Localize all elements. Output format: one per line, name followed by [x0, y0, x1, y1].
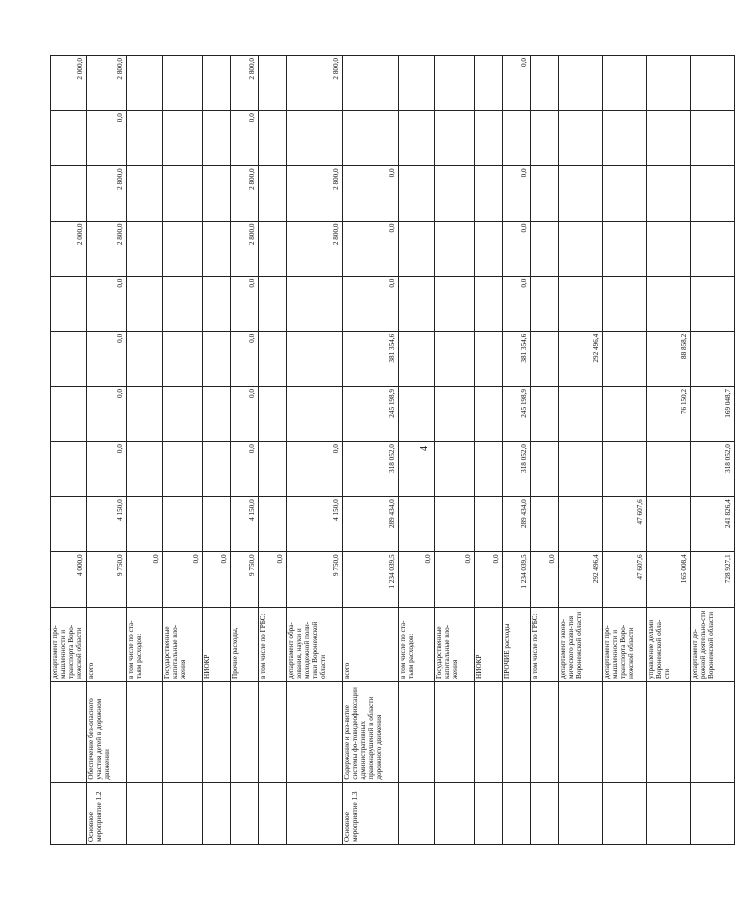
value-cell: [559, 442, 603, 497]
measure-title-cell: [231, 681, 259, 782]
value-cell: 4 150,0: [231, 497, 259, 552]
table-row: [343, 56, 399, 845]
item-cell: Государственные капитальные вло-жения: [435, 607, 475, 681]
value-cell: 0,0: [87, 111, 127, 166]
value-cell: 2 800,0: [87, 56, 127, 111]
value-cell: [559, 111, 603, 166]
value-cell: 4 000,0: [51, 552, 87, 607]
value-cell: 0,0: [231, 331, 259, 386]
value-cell: [531, 166, 559, 221]
value-cell: 292 496,4: [559, 331, 603, 386]
value-cell: 318 052,0: [691, 442, 735, 497]
value-cell: [399, 111, 435, 166]
value-cell: [399, 276, 435, 331]
value-cell: [559, 386, 603, 441]
value-cell: [203, 166, 231, 221]
value-cell: [163, 111, 203, 166]
value-cell: [435, 166, 475, 221]
value-cell: [51, 276, 87, 331]
value-cell: 2 800,0: [287, 221, 343, 276]
value-cell: 0,0: [503, 166, 531, 221]
value-cell: [163, 497, 203, 552]
item-cell: ПРОЧИЕ расходы: [503, 607, 531, 681]
value-cell: [435, 111, 475, 166]
table-row: [475, 56, 503, 845]
value-cell: [647, 221, 691, 276]
value-cell: [647, 276, 691, 331]
value-cell: [647, 497, 691, 552]
table-row: [435, 56, 475, 845]
value-cell: 289 434,0: [503, 497, 531, 552]
value-cell: 0,0: [343, 221, 399, 276]
value-cell: 0,0: [127, 552, 163, 607]
value-cell: [203, 221, 231, 276]
table-row: [203, 56, 231, 845]
value-cell: 0,0: [435, 552, 475, 607]
value-cell: [531, 221, 559, 276]
measure-cell: [691, 782, 735, 844]
value-cell: 169 048,7: [691, 386, 735, 441]
value-cell: [203, 111, 231, 166]
value-cell: [475, 442, 503, 497]
value-cell: 245 198,9: [503, 386, 531, 441]
value-cell: 1 234 039,5: [343, 552, 399, 607]
measure-cell: [475, 782, 503, 844]
value-cell: [435, 386, 475, 441]
value-cell: [475, 111, 503, 166]
value-cell: [51, 331, 87, 386]
rotated-table-wrapper: [50, 55, 733, 845]
value-cell: [559, 276, 603, 331]
item-cell: Государственные капитальные вло-жения: [163, 607, 203, 681]
value-cell: 0,0: [399, 552, 435, 607]
measure-cell: [231, 782, 259, 844]
table-row: [647, 56, 691, 845]
value-cell: [399, 166, 435, 221]
value-cell: [127, 276, 163, 331]
value-cell: [51, 386, 87, 441]
table-row: [163, 56, 203, 845]
value-cell: [51, 442, 87, 497]
value-cell: [691, 221, 735, 276]
value-cell: 0,0: [163, 552, 203, 607]
value-cell: [691, 56, 735, 111]
value-cell: [531, 497, 559, 552]
value-cell: [475, 386, 503, 441]
value-cell: 4 150,0: [287, 497, 343, 552]
value-cell: [603, 386, 647, 441]
value-cell: 2 800,0: [287, 166, 343, 221]
value-cell: [127, 442, 163, 497]
value-cell: [691, 166, 735, 221]
value-cell: 9 750,0: [231, 552, 259, 607]
value-cell: 76 150,2: [647, 386, 691, 441]
table-row: [603, 56, 647, 845]
value-cell: 318 052,0: [343, 442, 399, 497]
value-cell: 47 607,6: [603, 497, 647, 552]
item-cell: департамент про-мышленности и транспорта Воро-нежской области: [603, 607, 647, 681]
value-cell: [203, 386, 231, 441]
measure-title-cell: Обеспечение без-опасного участия детей в дорожном движении: [87, 681, 127, 782]
value-cell: [163, 221, 203, 276]
value-cell: 0,0: [503, 56, 531, 111]
measure-title-cell: [647, 681, 691, 782]
value-cell: [475, 331, 503, 386]
measure-title-cell: [503, 681, 531, 782]
measure-title-cell: [163, 681, 203, 782]
value-cell: [127, 386, 163, 441]
value-cell: [531, 442, 559, 497]
value-cell: [51, 111, 87, 166]
item-cell: департамент эконо-мического разви-тия Воронежской области: [559, 607, 603, 681]
value-cell: 1 234 039,5: [503, 552, 531, 607]
value-cell: [647, 442, 691, 497]
value-cell: [127, 497, 163, 552]
value-cell: [435, 276, 475, 331]
value-cell: 728 927,1: [691, 552, 735, 607]
value-cell: [475, 56, 503, 111]
value-cell: [531, 111, 559, 166]
measure-cell: Основное мероприятие 1.3: [343, 782, 399, 844]
value-cell: 9 750,0: [87, 552, 127, 607]
value-cell: 318 052,0: [503, 442, 531, 497]
value-cell: 0,0: [503, 276, 531, 331]
measure-cell: [259, 782, 287, 844]
value-cell: [163, 331, 203, 386]
table-body: [51, 56, 735, 845]
value-cell: [435, 331, 475, 386]
value-cell: [127, 166, 163, 221]
value-cell: 0,0: [87, 386, 127, 441]
value-cell: 241 826,4: [691, 497, 735, 552]
value-cell: 2 800,0: [287, 56, 343, 111]
value-cell: [435, 56, 475, 111]
value-cell: 165 008,4: [647, 552, 691, 607]
measure-title-cell: [127, 681, 163, 782]
value-cell: 381 354,6: [503, 331, 531, 386]
measure-title-cell: [287, 681, 343, 782]
value-cell: 2 800,0: [231, 166, 259, 221]
measure-cell: [163, 782, 203, 844]
measure-title-cell: Содержание и раз-витие системы фо-товидеофиксации административных правонарушений в области дорожного движения: [343, 681, 399, 782]
value-cell: [531, 56, 559, 111]
item-cell: всего: [87, 607, 127, 681]
value-cell: [531, 276, 559, 331]
measure-title-cell: [399, 681, 435, 782]
value-cell: 2 800,0: [87, 166, 127, 221]
value-cell: [127, 56, 163, 111]
value-cell: [475, 497, 503, 552]
value-cell: 2 000,0: [51, 56, 87, 111]
value-cell: [203, 56, 231, 111]
value-cell: 0,0: [343, 166, 399, 221]
value-cell: [287, 276, 343, 331]
measure-cell: [127, 782, 163, 844]
value-cell: 289 434,0: [343, 497, 399, 552]
value-cell: [603, 221, 647, 276]
value-cell: [435, 497, 475, 552]
measure-title-cell: [559, 681, 603, 782]
measure-cell: [531, 782, 559, 844]
value-cell: 47 607,6: [603, 552, 647, 607]
value-cell: 2 000,0: [51, 221, 87, 276]
value-cell: [287, 111, 343, 166]
value-cell: 381 354,6: [343, 331, 399, 386]
value-cell: [603, 111, 647, 166]
table-row: [87, 56, 127, 845]
item-cell: в том числе по ста-тьям расходов:: [399, 607, 435, 681]
value-cell: 0,0: [231, 111, 259, 166]
table-row: [691, 56, 735, 845]
value-cell: 0,0: [259, 552, 287, 607]
value-cell: [691, 276, 735, 331]
measure-title-cell: [603, 681, 647, 782]
value-cell: [559, 497, 603, 552]
value-cell: 0,0: [231, 442, 259, 497]
value-cell: [259, 331, 287, 386]
value-cell: 2 800,0: [231, 56, 259, 111]
measure-cell: [399, 782, 435, 844]
measure-title-cell: [475, 681, 503, 782]
table-row: [231, 56, 259, 845]
value-cell: 0,0: [87, 331, 127, 386]
value-cell: 0,0: [87, 442, 127, 497]
value-cell: [647, 166, 691, 221]
table-row: [287, 56, 343, 845]
value-cell: [475, 221, 503, 276]
page-number: 4: [419, 446, 430, 451]
value-cell: [259, 221, 287, 276]
value-cell: [203, 497, 231, 552]
item-cell: департамент обра-зования, науки и молодежной поли-тики Воронежской области: [287, 607, 343, 681]
value-cell: 292 496,4: [559, 552, 603, 607]
value-cell: [435, 221, 475, 276]
measure-cell: [287, 782, 343, 844]
value-cell: [603, 331, 647, 386]
value-cell: [163, 442, 203, 497]
value-cell: [203, 331, 231, 386]
value-cell: [603, 166, 647, 221]
value-cell: [559, 56, 603, 111]
value-cell: [163, 276, 203, 331]
value-cell: [647, 56, 691, 111]
value-cell: [259, 166, 287, 221]
value-cell: 0,0: [531, 552, 559, 607]
measure-cell: [647, 782, 691, 844]
value-cell: [259, 56, 287, 111]
item-cell: в том числе по ГРБС:: [259, 607, 287, 681]
measure-cell: [603, 782, 647, 844]
value-cell: [559, 166, 603, 221]
value-cell: 0,0: [287, 442, 343, 497]
item-cell: в том числе по ста-тьям расходов:: [127, 607, 163, 681]
value-cell: [475, 166, 503, 221]
value-cell: [163, 386, 203, 441]
measure-title-cell: [531, 681, 559, 782]
item-cell: всего: [343, 607, 399, 681]
value-cell: 0,0: [231, 386, 259, 441]
expenditure-table: [50, 55, 735, 845]
value-cell: [399, 386, 435, 441]
value-cell: [399, 331, 435, 386]
value-cell: [127, 111, 163, 166]
value-cell: [531, 331, 559, 386]
value-cell: [127, 331, 163, 386]
value-cell: [559, 221, 603, 276]
value-cell: [503, 111, 531, 166]
value-cell: 88 858,2: [647, 331, 691, 386]
measure-title-cell: [51, 681, 87, 782]
value-cell: 2 800,0: [231, 221, 259, 276]
value-cell: [603, 442, 647, 497]
value-cell: [163, 166, 203, 221]
measure-title-cell: [691, 681, 735, 782]
value-cell: [399, 442, 435, 497]
value-cell: [691, 111, 735, 166]
table-row: [127, 56, 163, 845]
value-cell: [287, 331, 343, 386]
value-cell: 0,0: [503, 221, 531, 276]
value-cell: [259, 276, 287, 331]
table-row: [259, 56, 287, 845]
item-cell: НИОКР: [475, 607, 503, 681]
value-cell: 2 800,0: [87, 221, 127, 276]
value-cell: [259, 111, 287, 166]
measure-cell: Основное мероприятие 1.2: [87, 782, 127, 844]
value-cell: [343, 111, 399, 166]
value-cell: [691, 331, 735, 386]
value-cell: [259, 497, 287, 552]
value-cell: [259, 386, 287, 441]
value-cell: [343, 56, 399, 111]
measure-title-cell: [435, 681, 475, 782]
table-row: [51, 56, 87, 845]
item-cell: управление делами Воронежской обла-сти: [647, 607, 691, 681]
value-cell: 4 150,0: [87, 497, 127, 552]
value-cell: 0,0: [87, 276, 127, 331]
value-cell: 9 750,0: [287, 552, 343, 607]
value-cell: 0,0: [231, 276, 259, 331]
item-cell: департамент про-мышленности и транспорта Воро-нежской области: [51, 607, 87, 681]
measure-cell: [559, 782, 603, 844]
table-row: [559, 56, 603, 845]
value-cell: [203, 276, 231, 331]
value-cell: [475, 276, 503, 331]
value-cell: [399, 56, 435, 111]
value-cell: [531, 386, 559, 441]
value-cell: [399, 221, 435, 276]
item-cell: департамент до-рожной деятельно-сти Воронежской области: [691, 607, 735, 681]
value-cell: 0,0: [203, 552, 231, 607]
measure-cell: [503, 782, 531, 844]
item-cell: Прочие расходы,: [231, 607, 259, 681]
table-row: [399, 56, 435, 845]
measure-title-cell: [203, 681, 231, 782]
table-row: [531, 56, 559, 845]
value-cell: 245 198,9: [343, 386, 399, 441]
value-cell: [603, 276, 647, 331]
item-cell: в том числе по ГРБС:: [531, 607, 559, 681]
value-cell: [603, 56, 647, 111]
value-cell: [287, 386, 343, 441]
value-cell: [51, 497, 87, 552]
measure-cell: [435, 782, 475, 844]
value-cell: [127, 221, 163, 276]
measure-cell: [51, 782, 87, 844]
value-cell: [259, 442, 287, 497]
item-cell: НИОКР: [203, 607, 231, 681]
value-cell: [163, 56, 203, 111]
value-cell: [51, 166, 87, 221]
measure-cell: [203, 782, 231, 844]
value-cell: [435, 442, 475, 497]
value-cell: 0,0: [343, 276, 399, 331]
value-cell: [203, 442, 231, 497]
measure-title-cell: [259, 681, 287, 782]
value-cell: 0,0: [475, 552, 503, 607]
value-cell: [399, 497, 435, 552]
value-cell: [647, 111, 691, 166]
table-row: [503, 56, 531, 845]
